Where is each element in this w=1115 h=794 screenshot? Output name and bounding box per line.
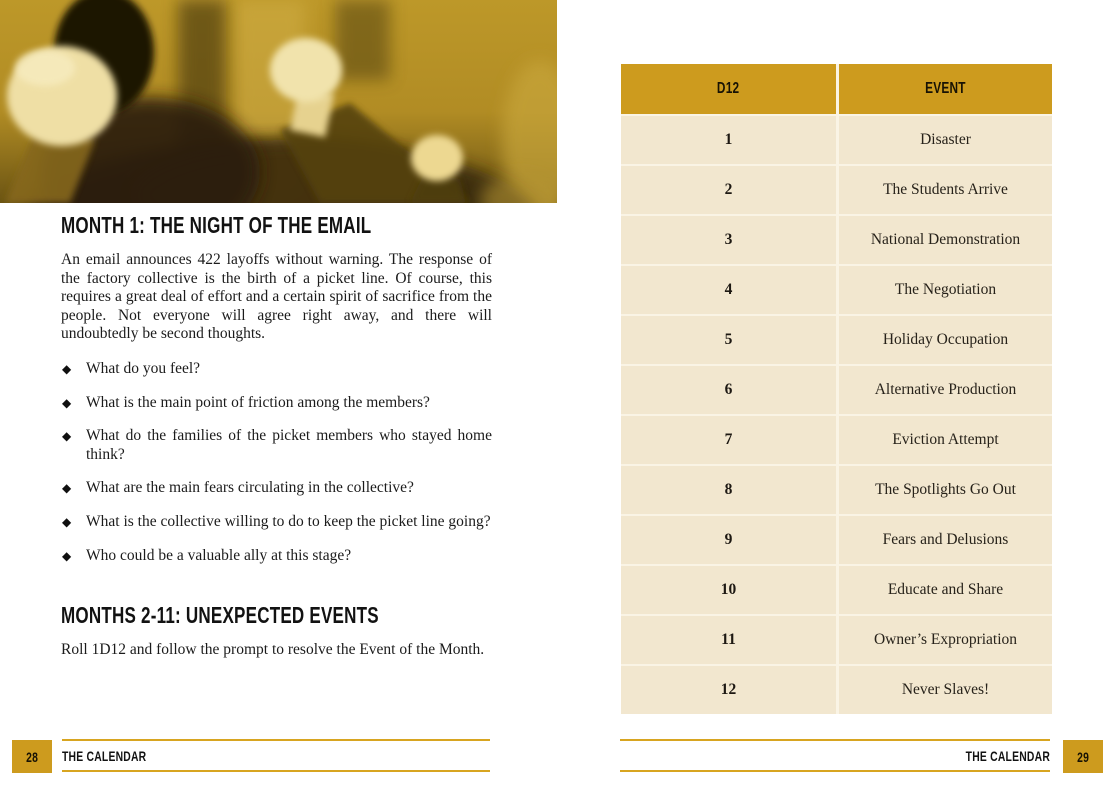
list-item (61, 479, 492, 498)
table-row (621, 365, 1052, 415)
table-row (621, 265, 1052, 315)
event-cell: Fears and Delusions (838, 515, 1053, 565)
diamond-bullet-icon: ◆ (62, 395, 72, 410)
roll-cell: 6 (621, 365, 838, 415)
list-item (61, 513, 492, 532)
diamond-bullet-icon: ◆ (62, 548, 72, 563)
table-row (621, 665, 1052, 714)
roll-cell: 8 (621, 465, 838, 515)
footer-right (620, 739, 1050, 772)
table-row (621, 215, 1052, 265)
event-cell: Holiday Occupation (838, 315, 1053, 365)
event-cell: Educate and Share (838, 565, 1053, 615)
table-row (621, 565, 1052, 615)
diamond-bullet-icon: ◆ (62, 481, 72, 496)
protest-photo (0, 0, 557, 203)
list-item (61, 394, 492, 413)
events-table-body (621, 115, 1052, 714)
event-cell: National Demonstration (838, 215, 1053, 265)
table-row (621, 315, 1052, 365)
month-1-paragraph: An email announces 422 layoffs without warning. The response of the factory collective is the birth of a picket line. Of course, this requires a great deal of effort and a certain spirit of sacrifice from the people. Not everyone will agree right away, and there will undoubtedly be second thoughts. (61, 251, 492, 343)
table-row (621, 615, 1052, 665)
section-heading-months-2-11 (61, 603, 492, 627)
roll-cell: 11 (621, 615, 838, 665)
running-footer-right: THE CALENDAR (965, 747, 1050, 764)
list-item-text: What do you feel? (86, 359, 201, 377)
list-item-text: Who could be a valuable ally at this stage? (86, 546, 352, 564)
table-row (621, 465, 1052, 515)
list-item (61, 427, 492, 464)
event-cell: The Spotlights Go Out (838, 465, 1053, 515)
roll-cell: 1 (621, 115, 838, 165)
events-table-head-row (621, 64, 1052, 115)
left-page-text-column (61, 213, 492, 660)
roll-cell: 10 (621, 565, 838, 615)
list-item-text: What do the families of the picket members who stayed home think? (86, 427, 492, 463)
diamond-bullet-icon: ◆ (62, 429, 72, 444)
events-table-head (621, 64, 1052, 115)
roll-cell: 9 (621, 515, 838, 565)
table-row (621, 415, 1052, 465)
event-cell: Owner’s Expropriation (838, 615, 1053, 665)
event-cell: Disaster (838, 115, 1053, 165)
table-header-event: EVENT (838, 64, 1053, 115)
list-item (61, 547, 492, 566)
section-heading-text: MONTH 1: THE NIGHT OF THE EMAIL (61, 212, 372, 238)
list-item (61, 360, 492, 379)
event-cell: Alternative Production (838, 365, 1053, 415)
list-item-text: What are the main fears circulating in the collective? (86, 479, 414, 497)
event-cell: The Students Arrive (838, 165, 1053, 215)
running-footer-left: THE CALENDAR (62, 747, 147, 764)
table-header-d12: D12 (621, 64, 838, 115)
list-item-text: What is the collective willing to do to keep the picket line going? (86, 512, 491, 530)
table-row (621, 515, 1052, 565)
raised-fists-illustration (0, 0, 557, 203)
diamond-bullet-icon: ◆ (62, 514, 72, 529)
section-heading-month-1 (61, 213, 492, 237)
prompt-list (61, 360, 492, 565)
roll-cell: 3 (621, 215, 838, 265)
diamond-bullet-icon: ◆ (62, 361, 72, 376)
table-row (621, 165, 1052, 215)
roll-cell: 2 (621, 165, 838, 215)
footer-left (62, 739, 490, 772)
roll-cell: 7 (621, 415, 838, 465)
roll-cell: 12 (621, 665, 838, 714)
table-row (621, 115, 1052, 165)
roll-cell: 5 (621, 315, 838, 365)
event-cell: Never Slaves! (838, 665, 1053, 714)
page-number-right: 29 (1063, 740, 1103, 773)
roll-cell: 4 (621, 265, 838, 315)
page-number-left: 28 (12, 740, 52, 773)
event-cell: Eviction Attempt (838, 415, 1053, 465)
months-2-11-paragraph: Roll 1D12 and follow the prompt to resolve the Event of the Month. (61, 641, 485, 659)
list-item-text: What is the main point of friction among the members? (86, 393, 430, 411)
event-cell: The Negotiation (838, 265, 1053, 315)
section-heading-text: MONTHS 2-11: UNEXPECTED EVENTS (61, 602, 379, 629)
events-table (621, 64, 1052, 714)
